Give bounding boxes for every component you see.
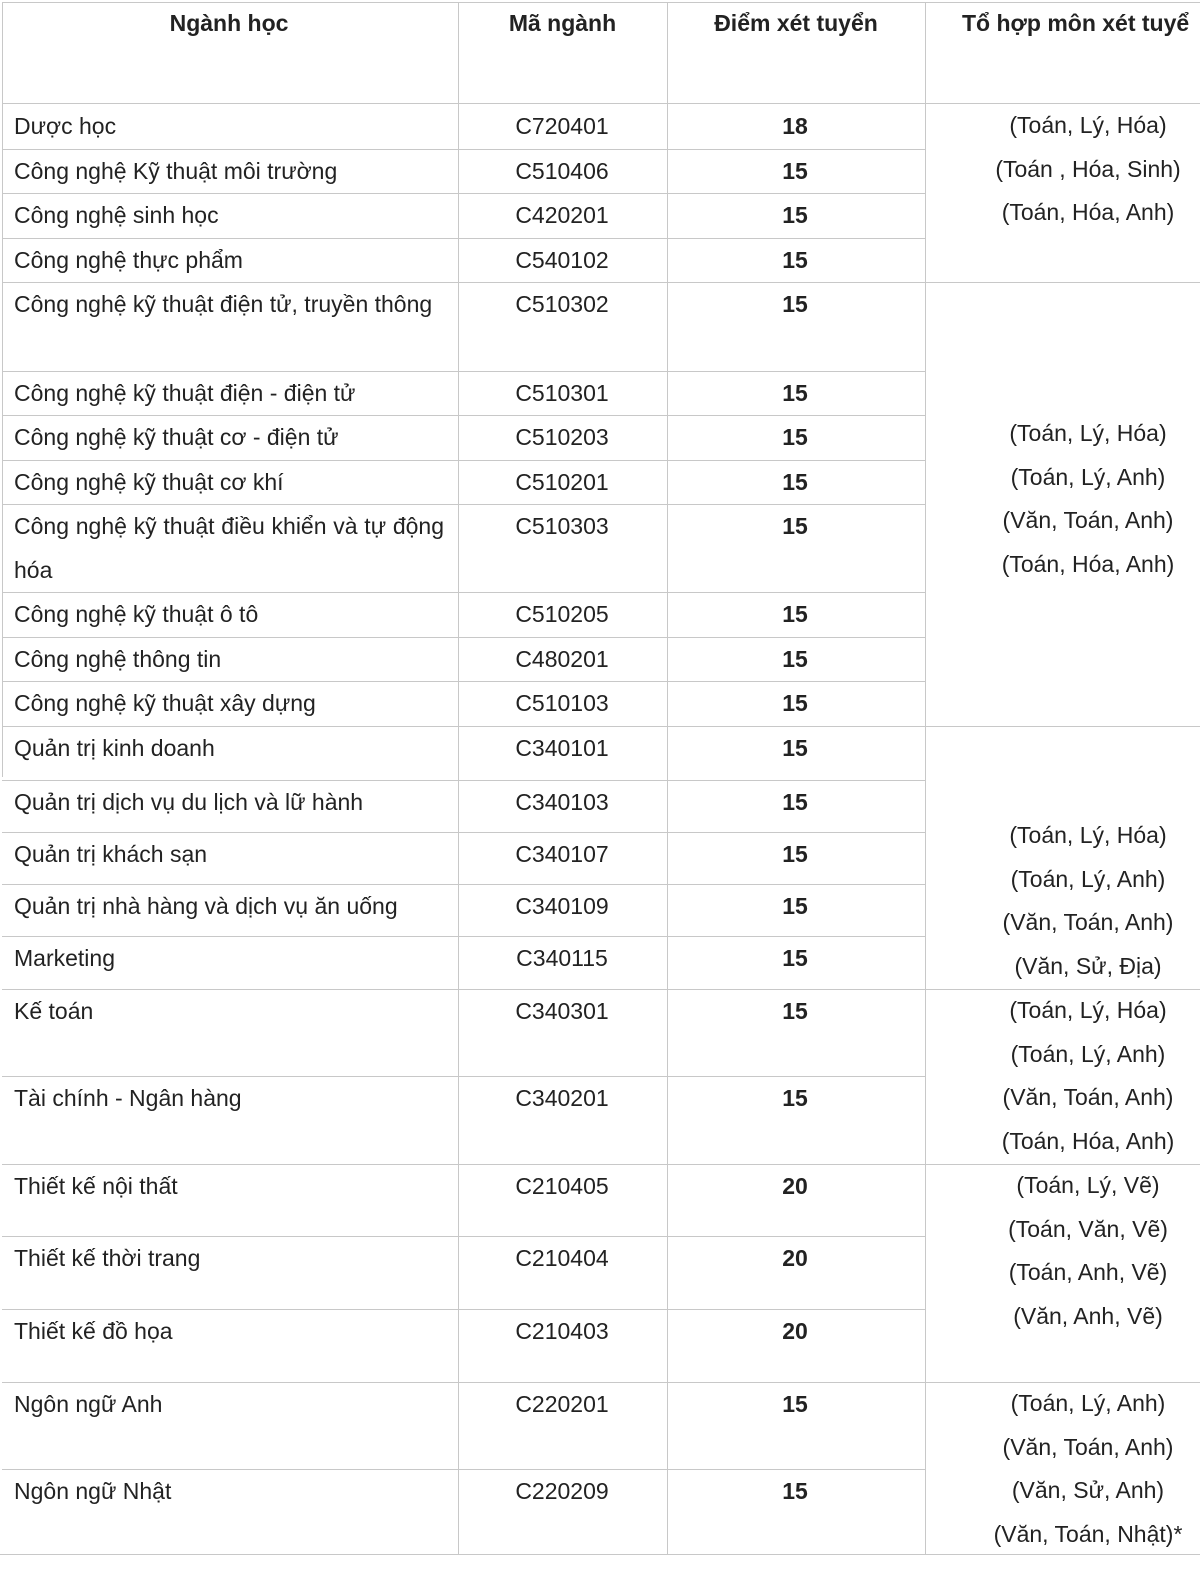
major-name: Công nghệ sinh học: [14, 202, 219, 228]
header-code: Mã ngành: [508, 10, 617, 36]
combo-line: (Toán, Hóa, Anh): [1001, 550, 1175, 577]
major-code: C220209: [515, 1478, 609, 1504]
header-score: Điểm xét tuyển: [714, 10, 878, 36]
admission-score: 15: [782, 380, 808, 406]
major-code: C510406: [515, 158, 609, 184]
row-divider: [2, 1554, 925, 1555]
combo-line: (Văn, Sử, Địa): [1014, 952, 1162, 979]
combo-line: (Văn, Toán, Anh): [1002, 507, 1174, 533]
combo-group: [838, 989, 1200, 1163]
header-major: Ngành học: [169, 10, 289, 36]
combo-group: [838, 1164, 1200, 1338]
admission-score: 15: [782, 469, 808, 495]
admission-score: 15: [782, 789, 808, 815]
major-name: Marketing: [14, 945, 115, 971]
major-name: Thiết kế nội thất: [14, 1173, 178, 1199]
major-code: C210403: [515, 1318, 609, 1344]
combo-line: (Văn, Toán, Anh): [1002, 1084, 1174, 1110]
major-name: Công nghệ kỹ thuật cơ khí: [14, 469, 284, 495]
admission-score: 15: [782, 1478, 808, 1504]
admission-score: 15: [782, 841, 808, 867]
admission-score: 15: [782, 1085, 808, 1111]
combo-line: (Toán, Văn, Vẽ): [1008, 1215, 1168, 1242]
major-code: C510205: [515, 601, 609, 627]
combo-group: [838, 814, 1200, 988]
major-code: C510302: [515, 291, 609, 317]
major-name: Công nghệ kỹ thuật điện - điện tử: [14, 380, 356, 406]
combo-line: (Văn, Toán, Anh): [1002, 909, 1174, 935]
major-code: C720401: [515, 113, 609, 139]
admission-score: 15: [782, 202, 808, 228]
major-name: Tài chính - Ngân hàng: [14, 1085, 242, 1111]
combo-line: (Toán, Lý, Anh): [1010, 463, 1166, 490]
major-name: Công nghệ kỹ thuật ô tô: [14, 601, 259, 627]
admission-score: 15: [782, 998, 808, 1024]
major-code: C510201: [515, 469, 609, 495]
admission-score: 18: [782, 113, 808, 139]
admission-score: 15: [782, 513, 808, 539]
admission-score: 20: [782, 1173, 808, 1199]
major-code: C210404: [515, 1245, 609, 1271]
major-code: C340101: [515, 735, 609, 761]
major-name: Ngôn ngữ Nhật: [14, 1478, 172, 1504]
combo-line: (Văn, Sử, Anh): [1011, 1477, 1165, 1503]
major-code: C480201: [515, 646, 609, 672]
admission-score: 15: [782, 291, 808, 317]
admission-score: 15: [782, 690, 808, 716]
combo-line: (Toán, Hóa, Anh): [1001, 199, 1175, 225]
combo-line: (Toán, Lý, Hóa): [1009, 997, 1167, 1023]
combo-group: [838, 1382, 1200, 1556]
major-code: C340301: [515, 998, 609, 1024]
major-name: Quản trị kinh doanh: [14, 735, 215, 761]
combo-line: (Văn, Toán, Nhật)*: [993, 1520, 1183, 1547]
major-code: C420201: [515, 202, 609, 228]
major-name: Công nghệ thông tin: [14, 646, 222, 672]
major-code: C540102: [515, 247, 609, 273]
combo-divider: [925, 282, 1200, 283]
combo-line: (Toán, Anh, Vẽ): [1008, 1259, 1168, 1285]
major-name: Thiết kế thời trang: [14, 1245, 201, 1271]
admission-score: 15: [782, 158, 808, 184]
major-name: Công nghệ thực phẩm: [14, 247, 243, 273]
major-name: Kế toán: [14, 998, 94, 1024]
admission-score: 15: [782, 247, 808, 273]
combo-line: (Toán, Hóa, Anh): [1001, 1127, 1175, 1154]
admission-score: 15: [782, 646, 808, 672]
table-left-border: [2, 2, 3, 777]
combo-line: (Toán, Lý, Anh): [1010, 1390, 1166, 1416]
header-combo: Tổ hợp môn xét tuyể: [962, 10, 1190, 36]
major-name: Ngôn ngữ Anh: [14, 1391, 163, 1417]
major-code: C510203: [515, 424, 609, 450]
major-name: Quản trị khách sạn: [14, 841, 208, 867]
admission-score: 15: [782, 1391, 808, 1417]
combo-line: (Toán, Lý, Anh): [1010, 865, 1166, 892]
major-code: C340107: [515, 841, 609, 867]
major-name: Công nghệ kỹ thuật điện tử, truyền thông: [14, 291, 433, 317]
major-code: C220201: [515, 1391, 609, 1417]
major-name: Quản trị nhà hàng và dịch vụ ăn uống: [14, 893, 398, 919]
combo-group: [838, 104, 1200, 235]
major-name: Quản trị dịch vụ du lịch và lữ hành: [14, 789, 364, 815]
combo-line: (Toán, Lý, Anh): [1010, 1040, 1166, 1067]
major-code: C210405: [515, 1173, 609, 1199]
major-code: C340103: [515, 789, 609, 815]
table-top-border: [2, 2, 1200, 3]
major-name: Thiết kế đồ họa: [14, 1318, 173, 1344]
admission-score: 15: [782, 424, 808, 450]
admission-score: 20: [782, 1245, 808, 1271]
major-code: C340115: [516, 945, 608, 971]
admission-score: 15: [782, 601, 808, 627]
major-name: Công nghệ kỹ thuật điều khiển và tự động hóa: [14, 513, 444, 583]
major-name: Dược học: [14, 113, 117, 139]
combo-line: (Toán, Lý, Vẽ): [1016, 1172, 1160, 1198]
major-code: C510303: [515, 513, 609, 539]
combo-line: (Toán, Lý, Hóa): [1009, 822, 1167, 848]
major-name: Công nghệ Kỹ thuật môi trường: [14, 158, 338, 184]
admission-score: 20: [782, 1318, 808, 1344]
admission-score: 15: [782, 945, 808, 971]
major-code: C510301: [515, 380, 609, 406]
combo-group: [838, 412, 1200, 586]
major-name: Công nghệ kỹ thuật cơ - điện tử: [14, 424, 339, 450]
combo-line: (Văn, Anh, Vẽ): [1013, 1302, 1163, 1329]
combo-line: (Toán, Lý, Hóa): [1009, 420, 1167, 446]
major-code: C510103: [515, 690, 609, 716]
combo-line: (Toán , Hóa, Sinh): [995, 155, 1181, 182]
admission-score: 15: [782, 735, 808, 761]
major-code: C340109: [515, 893, 609, 919]
combo-divider: [925, 726, 1200, 727]
combo-line: (Văn, Toán, Anh): [1002, 1433, 1174, 1460]
combo-line: (Toán, Lý, Hóa): [1009, 112, 1167, 138]
admission-score: 15: [782, 893, 808, 919]
major-code: C340201: [515, 1085, 609, 1111]
major-name: Công nghệ kỹ thuật xây dựng: [14, 690, 316, 716]
